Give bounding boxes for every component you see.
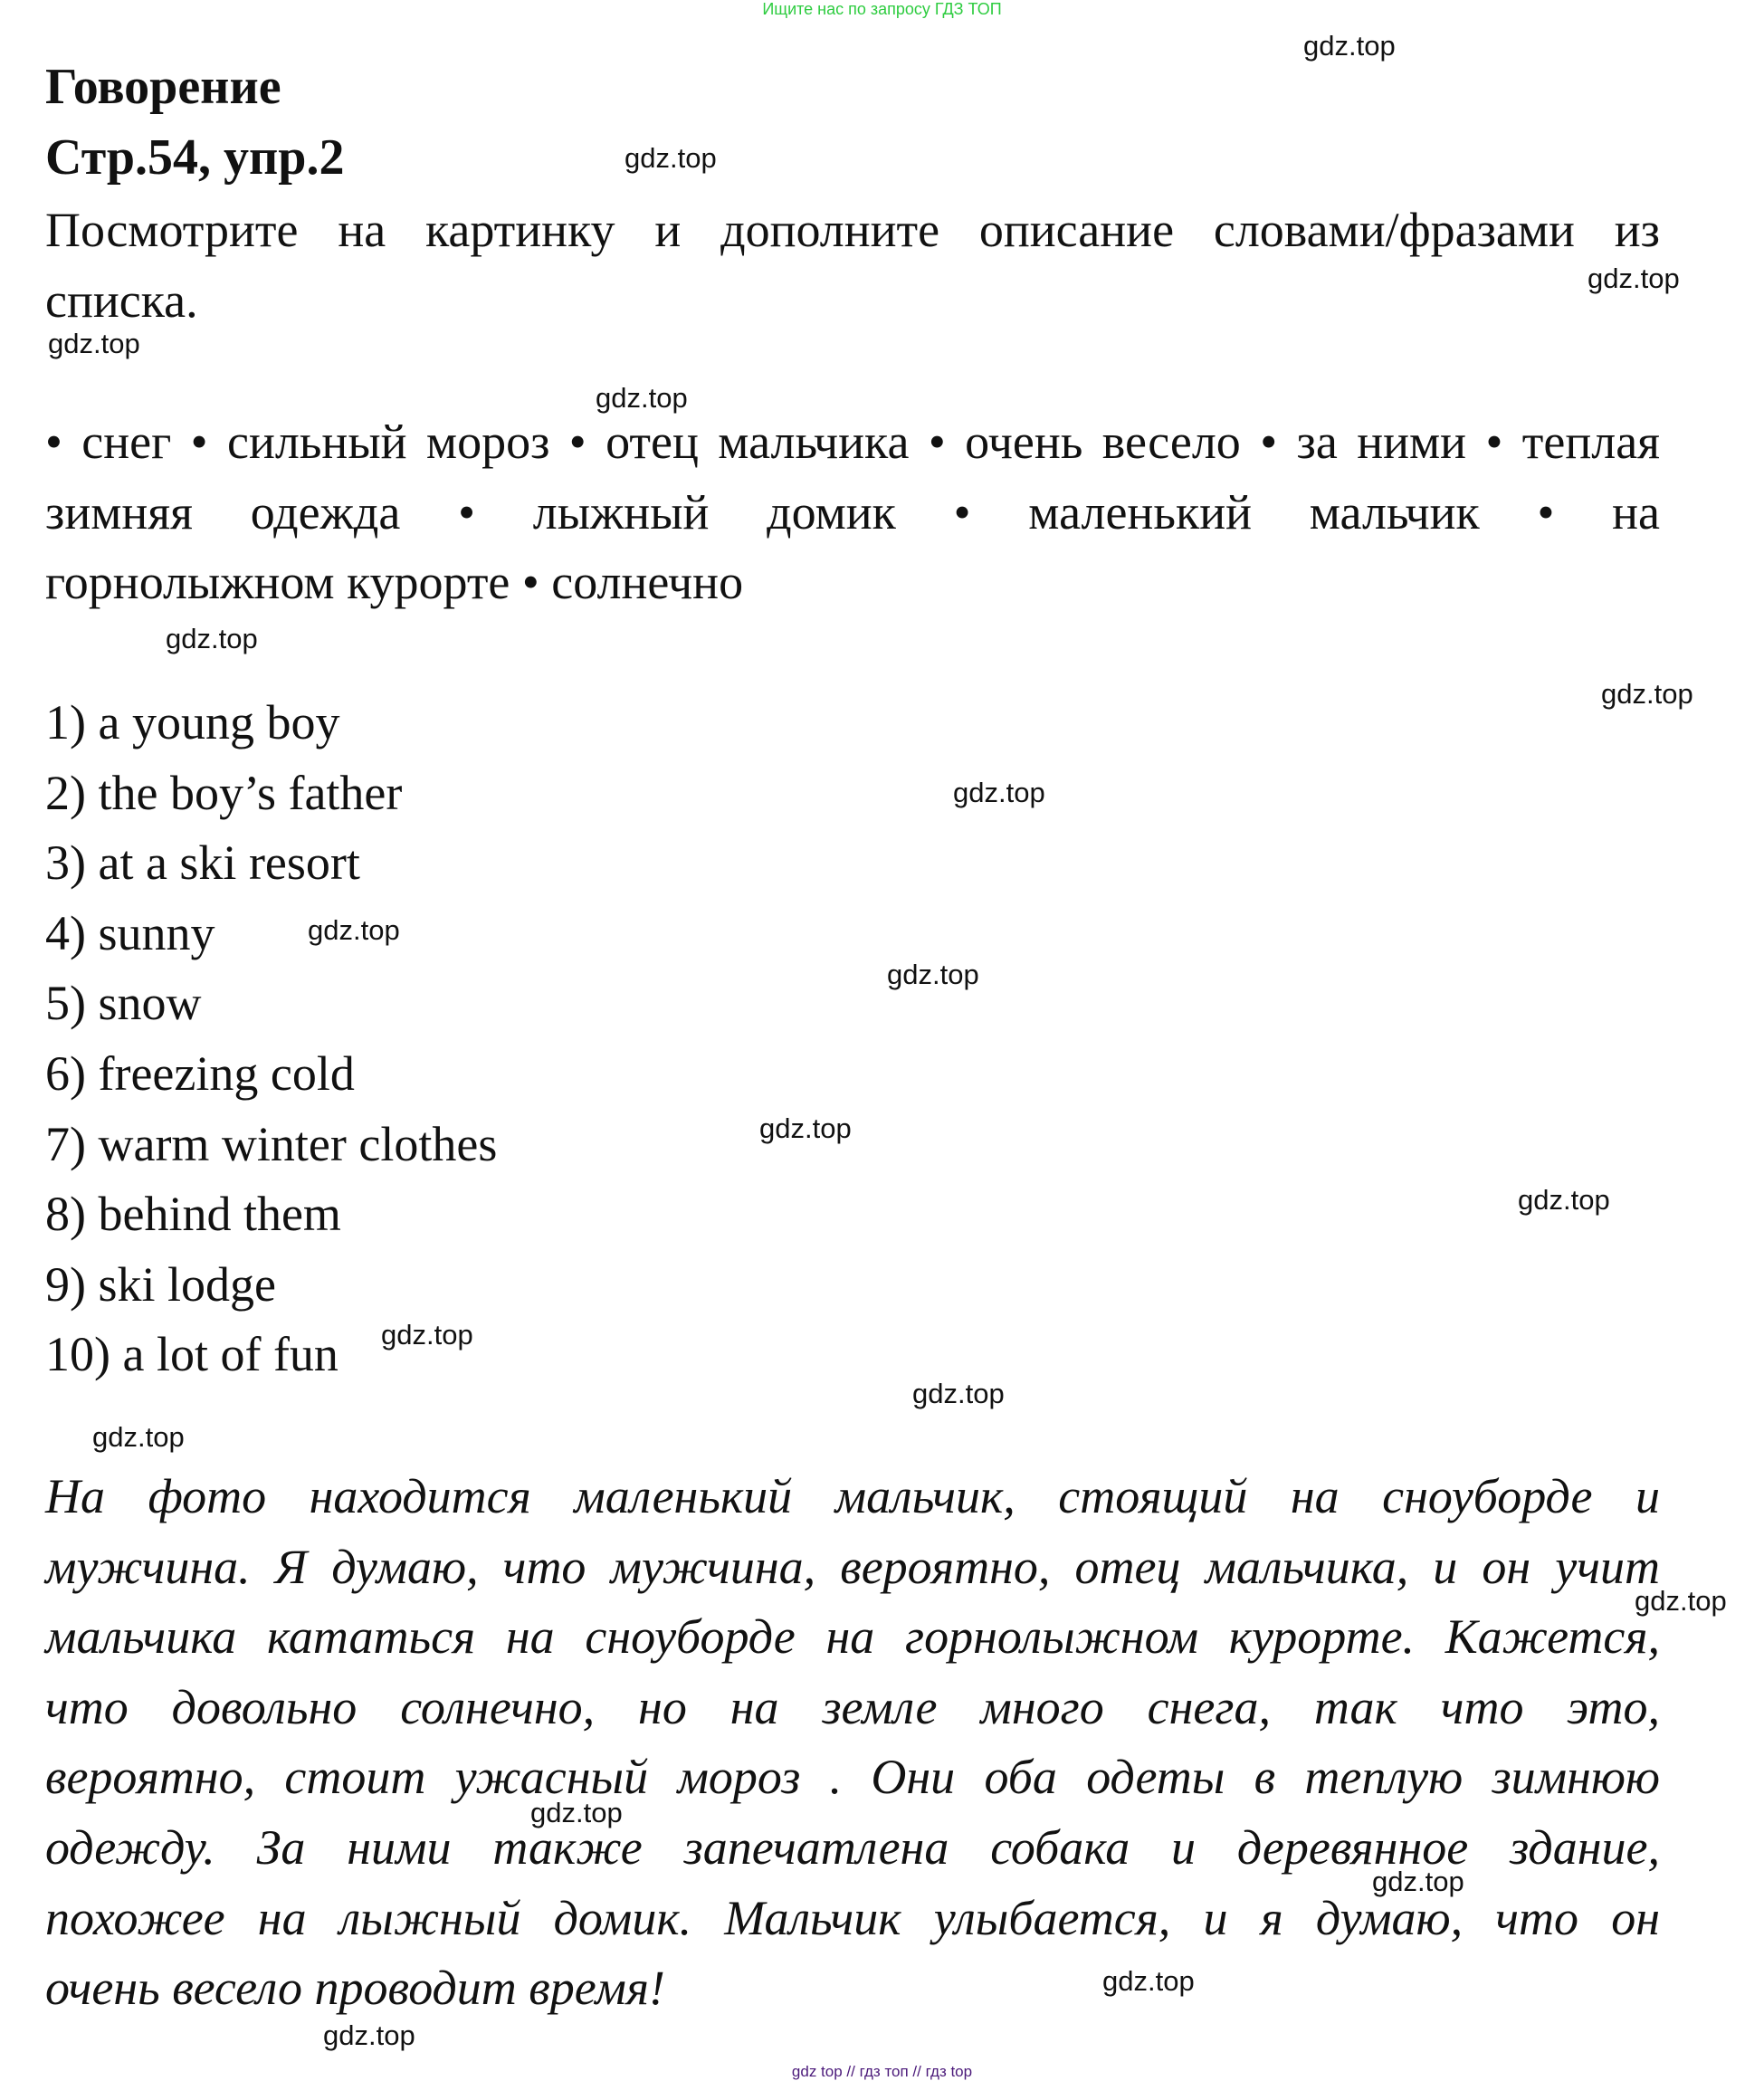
watermark: gdz.top: [92, 1421, 185, 1453]
instruction-line: Посмотрите на картинку и дополните описание словами/фразами из: [45, 203, 1660, 257]
watermark: gdz.top: [759, 1112, 852, 1144]
watermark: gdz.top: [166, 623, 258, 654]
watermark: gdz.top: [381, 1319, 473, 1351]
watermark: gdz.top: [1303, 30, 1396, 62]
watermark: gdz.top: [48, 328, 140, 359]
word-list-line: • снег • сильный мороз • отец мальчика • очень весело • за ними • теплая: [45, 415, 1660, 469]
answer-item: 8) behind them: [45, 1187, 341, 1242]
watermark: gdz.top: [1102, 1965, 1195, 1997]
description-line: одежду. За ними также запечатлена собака и деревянное здание,: [45, 1819, 1660, 1875]
watermark: gdz.top: [953, 777, 1045, 808]
watermark: gdz.top: [1372, 1866, 1464, 1897]
watermark: gdz.top: [625, 142, 717, 174]
description-line: похожее на лыжный домик. Мальчик улыбается, и я думаю, что он: [45, 1890, 1660, 1945]
search-hint-banner: Ищите нас по запросу ГДЗ ТОП: [762, 0, 1002, 18]
exercise-title: Стр.54, упр.2: [45, 129, 345, 186]
watermark: gdz.top: [323, 2019, 415, 2051]
description: [45, 1462, 1660, 2024]
word-list: [45, 407, 1660, 618]
answer-item: 7) warm winter clothes: [45, 1116, 498, 1171]
description-line: очень весело проводит время!: [45, 1961, 665, 2016]
watermark: gdz.top: [887, 959, 979, 990]
answer-item: 3) at a ski resort: [45, 835, 360, 891]
answer-item: 6) freezing cold: [45, 1045, 355, 1101]
instruction-line: списка.: [45, 272, 198, 328]
watermark: gdz.top: [1518, 1184, 1610, 1216]
watermark: gdz.top: [596, 382, 688, 414]
answer-item: 1) a young boy: [45, 695, 340, 749]
footer-links: gdz top // гдз топ // гдз top: [791, 2063, 973, 2080]
description-line: мальчика кататься на сноуборде на горнолыжном курорте. Кажется,: [45, 1609, 1660, 1665]
instruction: [45, 196, 1660, 336]
answer-item: 4) sunny: [45, 905, 215, 960]
description-line: На фото находится маленький мальчик, стоящий на сноуборде и: [45, 1469, 1660, 1523]
answer-list: [45, 688, 497, 1390]
watermark: gdz.top: [1588, 263, 1680, 294]
word-list-line: горнолыжном курорте • солнечно: [45, 555, 744, 610]
answer-item: 10) a lot of fun: [45, 1327, 338, 1382]
watermark: gdz.top: [1601, 678, 1693, 710]
description-line: что довольно солнечно, но на земле много снега, так что это,: [45, 1679, 1660, 1734]
section-title: Говорение: [45, 59, 281, 115]
watermark: gdz.top: [1635, 1585, 1727, 1617]
description-line: мужчина. Я думаю, что мужчина, вероятно, отец мальчика, и он учит: [45, 1539, 1660, 1594]
description-line: вероятно, стоит ужасный мороз . Они оба одеты в теплую зимнюю: [45, 1750, 1660, 1805]
watermark: gdz.top: [530, 1797, 623, 1828]
answer-item: 9) ski lodge: [45, 1256, 276, 1312]
answer-item: 5) snow: [45, 976, 202, 1031]
watermark: gdz.top: [912, 1378, 1005, 1409]
answer-item: 2) the boy’s father: [45, 765, 403, 820]
word-list-line: зимняя одежда • лыжный домик • маленький мальчик • на: [45, 484, 1660, 539]
watermark: gdz.top: [308, 914, 400, 946]
